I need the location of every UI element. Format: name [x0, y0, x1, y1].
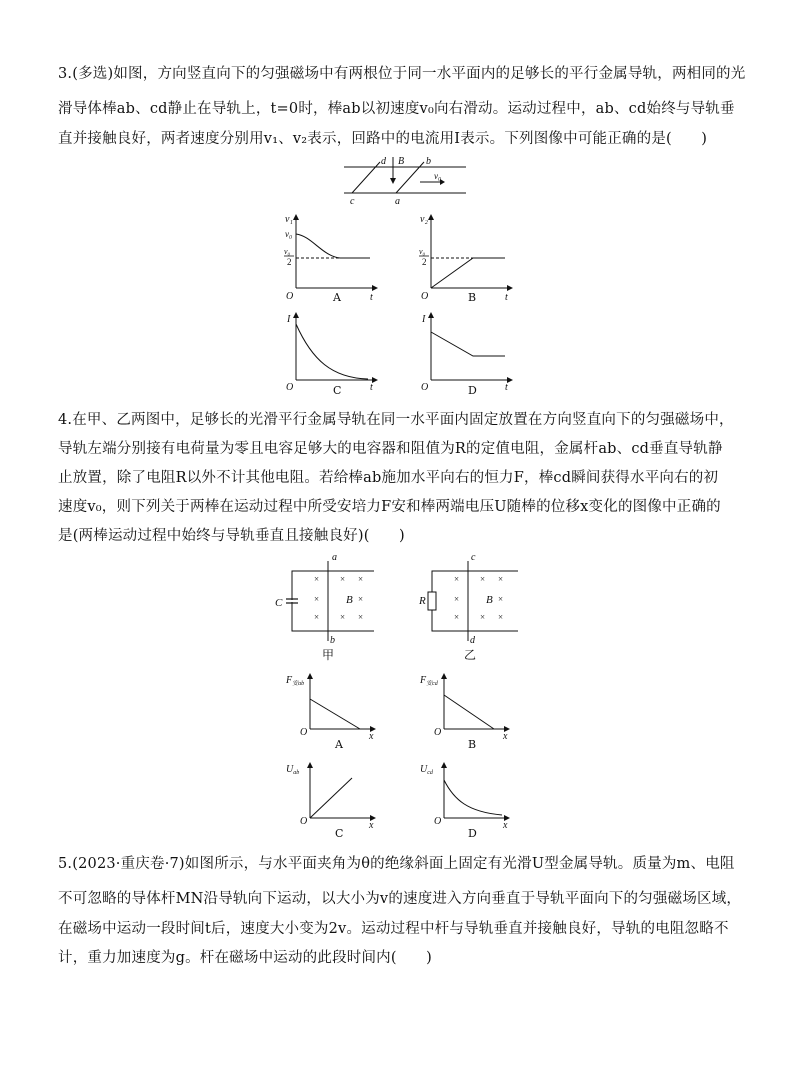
- svg-text:×: ×: [314, 594, 320, 604]
- y-label: U: [286, 764, 294, 775]
- q4-line-5: 是(两棒运动过程中始终与导轨垂直且接触良好)( ): [58, 528, 405, 544]
- half-den: 2: [422, 257, 427, 267]
- origin: O: [421, 291, 429, 302]
- q4-graph-A: [284, 671, 384, 739]
- svg-text:×: ×: [314, 612, 320, 622]
- q3-graph-A-caption: A: [333, 291, 342, 304]
- label-a: a: [395, 196, 400, 206]
- y-label: F: [420, 675, 427, 686]
- q3-graph-D-caption: D: [468, 384, 478, 397]
- svg-text:×: ×: [358, 594, 364, 604]
- svg-text:×: ×: [340, 574, 346, 584]
- q4-line-2: 导轨左端分别接有电荷量为零且电容足够大的电容器和阻值为R的定值电阻，金属杆ab、cd垂直导轨静: [58, 441, 723, 457]
- x-label: x: [503, 820, 508, 828]
- q5-line-3: 在磁场中运动一段时间t后，速度大小变为2v。运动过程中杆与导轨垂直并接触良好，导轨的电阻忽略不: [58, 921, 729, 937]
- origin: O: [286, 291, 294, 302]
- y-sub: 安ab: [292, 681, 305, 687]
- svg-text:×: ×: [454, 574, 460, 584]
- q3-graph-C: [282, 310, 382, 392]
- q5-line-2: 不可忽略的导体杆MN沿导轨向下运动，以大小为v的速度进入方向垂直于导轨平面向下的匀强磁场区域，: [58, 891, 742, 907]
- caption-yi: 乙: [464, 648, 477, 661]
- x-label: t: [370, 292, 373, 303]
- x-label: t: [505, 292, 508, 303]
- svg-text:×: ×: [314, 574, 320, 584]
- y-label: I: [422, 314, 426, 325]
- y-sub: 安cd: [426, 681, 438, 687]
- svg-text:×: ×: [480, 574, 486, 584]
- resistor-label: R: [419, 595, 426, 607]
- v0-label: v₀: [285, 229, 293, 239]
- capacitor-label: C: [275, 597, 283, 609]
- half-num: v₀: [419, 247, 426, 256]
- svg-text:×: ×: [358, 574, 364, 584]
- origin: O: [300, 727, 308, 738]
- svg-text:×: ×: [498, 612, 504, 622]
- origin: O: [434, 816, 442, 827]
- label-B: B: [398, 156, 405, 167]
- x-label: x: [369, 820, 374, 828]
- svg-text:×: ×: [498, 574, 504, 584]
- svg-text:Uab: [286, 764, 299, 776]
- q4-graph-A-caption: A: [335, 738, 344, 751]
- x-label: t: [505, 382, 508, 392]
- x-label: t: [370, 382, 373, 392]
- y-label: F: [286, 675, 293, 686]
- svg-text:Ucd: [420, 764, 434, 776]
- half-den: 2: [287, 257, 292, 267]
- q4-jia-figure: [274, 551, 394, 661]
- origin: O: [434, 727, 442, 738]
- svg-text:×: ×: [358, 612, 364, 622]
- y-label: U: [420, 764, 428, 775]
- q3-graph-C-caption: C: [333, 384, 342, 397]
- q3-graph-B: [417, 212, 517, 304]
- svg-text:×: ×: [454, 612, 460, 622]
- label-c: c: [471, 552, 476, 563]
- y-label: I: [287, 314, 291, 325]
- q4-graph-B-caption: B: [468, 738, 477, 751]
- y-sub: ab: [293, 770, 300, 776]
- q4-graph-B: [418, 671, 518, 739]
- q3-line-2: 滑导体棒ab、cd静止在导轨上，t=0时，棒ab以初速度v₀向右滑动。运动过程中，ab、cd始终与导轨垂: [58, 101, 735, 117]
- q4-graph-D-caption: D: [468, 827, 478, 840]
- svg-text:×: ×: [480, 612, 486, 622]
- half-num: v₀: [284, 247, 291, 256]
- q4-graph-C-caption: C: [335, 827, 344, 840]
- q3-graph-D: [417, 310, 517, 392]
- q4-line-1: 4.在甲、乙两图中，足够长的光滑平行金属导轨在同一水平面内固定放置在方向竖直向下的匀强磁场中，: [58, 412, 734, 428]
- svg-text:×: ×: [454, 594, 460, 604]
- q5-line-4: 计，重力加速度为g。杆在磁场中运动的此段时间内( ): [58, 950, 432, 966]
- origin: O: [421, 382, 429, 392]
- label-d: d: [470, 635, 475, 646]
- y-sub: cd: [427, 770, 433, 776]
- q3-graph-B-caption: B: [468, 291, 477, 304]
- svg-text:×: ×: [498, 594, 504, 604]
- y-label: v₂: [420, 214, 428, 225]
- label-c: c: [350, 196, 355, 206]
- label-b: b: [330, 635, 335, 646]
- label-B: B: [346, 594, 353, 606]
- label-B: B: [486, 594, 493, 606]
- caption-jia: 甲: [322, 648, 335, 661]
- label-b: b: [426, 156, 431, 167]
- origin: O: [286, 382, 294, 392]
- label-v0: v₀: [434, 171, 442, 181]
- origin: O: [300, 816, 308, 827]
- q4-graph-D: [418, 760, 518, 828]
- q5-line-1: 5.(2023·重庆卷·7)如图所示，与水平面夹角为θ的绝缘斜面上固定有光滑U型金属导轨。质量为m、电阻: [58, 856, 735, 872]
- q3-graph-A: [282, 212, 382, 304]
- svg-text:×: ×: [340, 612, 346, 622]
- label-d: d: [381, 156, 386, 167]
- label-a: a: [332, 552, 337, 563]
- svg-text:F安ab: [285, 675, 304, 687]
- q4-line-4: 速度v₀，则下列关于两棒在运动过程中所受安培力F安和棒两端电压U随棒的位移x变化的图像中正确的: [58, 499, 721, 515]
- svg-text:F安cd: [419, 675, 439, 687]
- x-label: x: [369, 731, 374, 739]
- q4-yi-figure: [418, 551, 538, 661]
- q3-rails-figure: [340, 152, 470, 206]
- q4-line-3: 止放置，除了电阻R以外不计其他电阻。若给棒ab施加水平向右的恒力F，棒cd瞬间获得水平向右的初: [58, 470, 719, 486]
- y-label: v₁: [285, 214, 293, 225]
- q3-line-1: 3.(多选)如图，方向竖直向下的匀强磁场中有两根位于同一水平面内的足够长的平行金属导轨，两相同的光: [58, 66, 746, 82]
- x-label: x: [503, 731, 508, 739]
- q3-line-3: 直并接触良好，两者速度分别用v₁、v₂表示，回路中的电流用I表示。下列图像中可能正确的是( ): [58, 131, 708, 147]
- q4-graph-C: [284, 760, 384, 828]
